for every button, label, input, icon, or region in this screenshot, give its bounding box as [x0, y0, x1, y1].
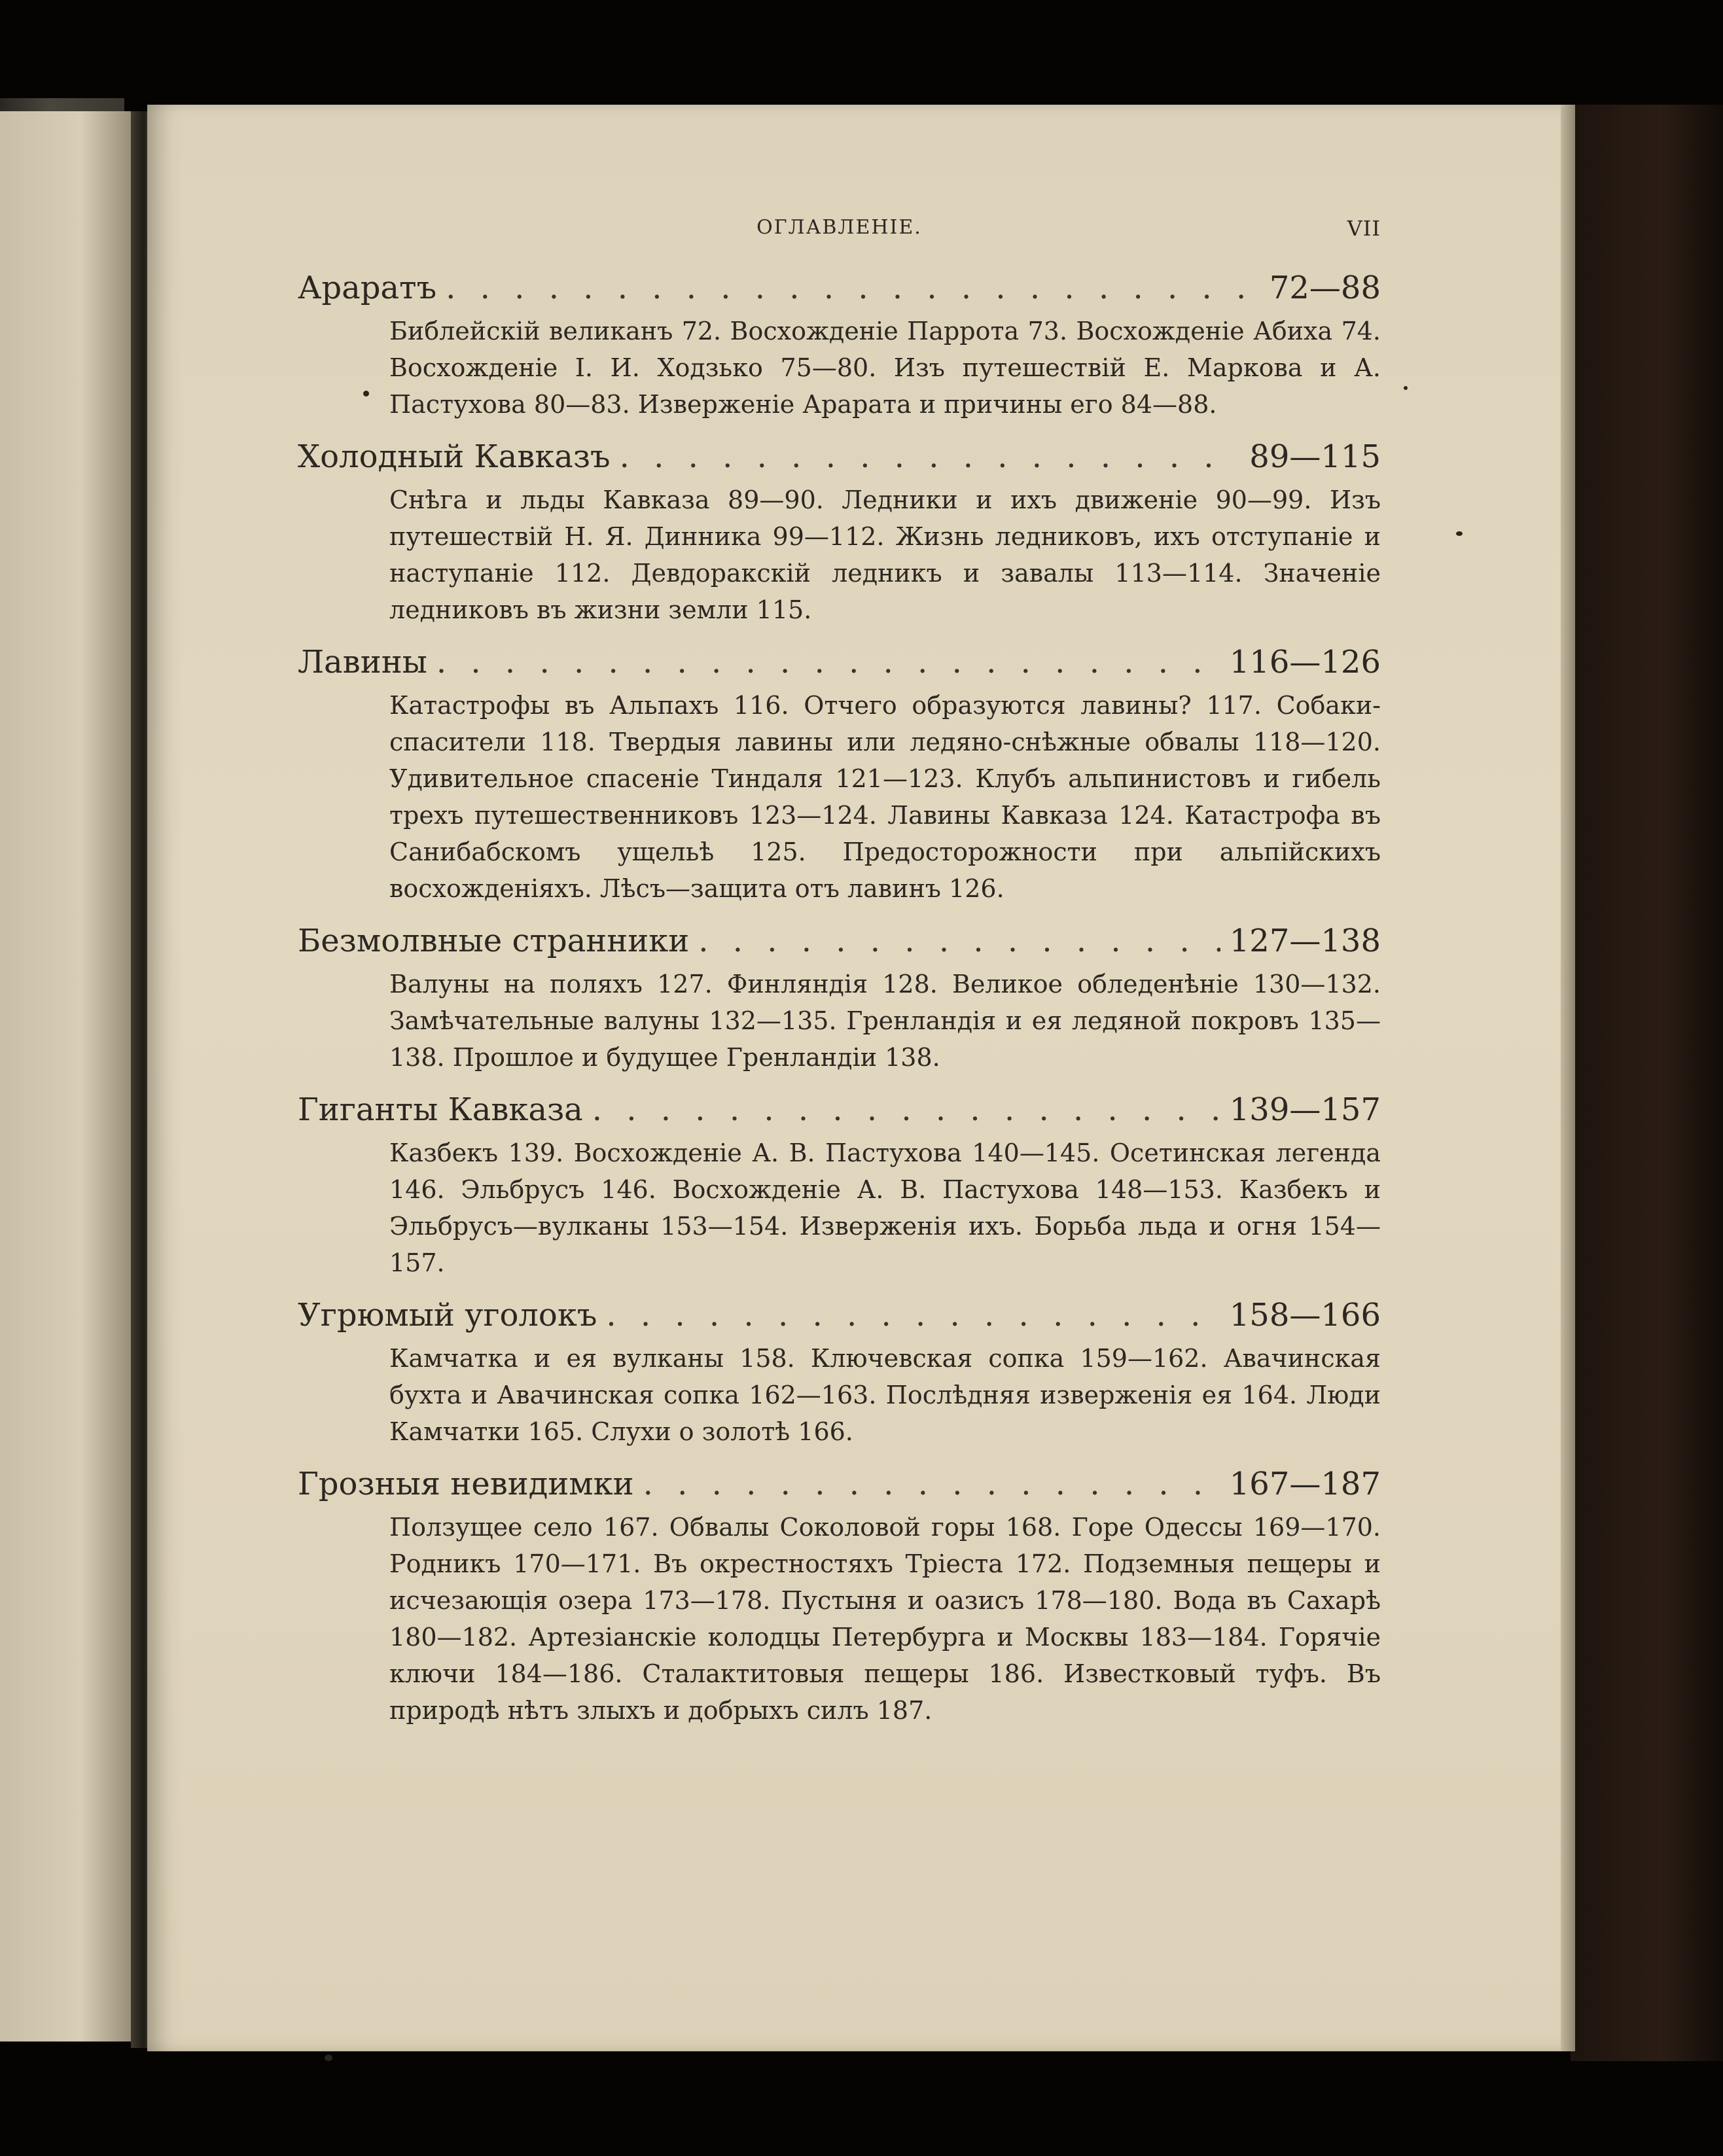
right-cover-edge: [1571, 105, 1723, 2061]
dot-leader: [698, 920, 1220, 962]
toc-entry-heading: [298, 436, 1381, 478]
toc-entry-title: Араратъ: [298, 270, 437, 306]
toc-entry: [298, 641, 1381, 907]
toc-entry-title: Безмолвные странники: [298, 923, 690, 959]
paper-speck: [1404, 386, 1408, 390]
dot-leader: [606, 1294, 1220, 1336]
running-head: [298, 208, 1381, 254]
toc-entry: [298, 1294, 1381, 1450]
toc-entry-description: Библейскій великанъ 72. Восхожденіе Паррота 73. Восхожденіе Абиха 74. Восхожденіе І. И. Ходзько 75—80. Изъ путешествій Е. Маркова и А. Пастухова 80—83. Изверженіе Арарата и причины его 84—88.: [389, 317, 1381, 419]
toc-entry-heading: [298, 1089, 1381, 1131]
toc-entry-pages: 158—166: [1229, 1297, 1381, 1334]
dot-leader: [643, 1463, 1220, 1505]
running-title: ОГЛАВЛЕНІЕ.: [756, 216, 922, 239]
dot-leader: [620, 436, 1241, 478]
dot-leader: [592, 1089, 1220, 1131]
dot-leader: [436, 641, 1220, 683]
toc-entry: [298, 1463, 1381, 1729]
toc-entry-title: Гиганты Кавказа: [298, 1091, 583, 1128]
toc-entry: [298, 1089, 1381, 1281]
left-page: [0, 111, 147, 2041]
paper-speck: [325, 2055, 332, 2061]
toc-entry-description: Валуны на поляхъ 127. Финляндія 128. Великое обледенѣніе 130—132. Замѣчательные валуны 132—135. Гренландія и ея ледяной покровъ 135—138. Прошлое и будущее Гренландіи 138.: [389, 970, 1381, 1072]
toc-entry-title: Лавины: [298, 644, 427, 680]
toc-entry-pages: 139—157: [1229, 1091, 1381, 1128]
paper-speck: [1456, 531, 1463, 536]
toc-entry-heading: [298, 267, 1381, 309]
page-edge: [1561, 105, 1575, 2051]
toc-entry-description: Ползущее село 167. Обвалы Соколовой горы 168. Горе Одессы 169—170. Родникъ 170—171. Въ окрестностяхъ Тріеста 172. Подземныя пещеры и исчезающія озера 173—178. Пустыня и оазисъ 178—180. Вода въ Сахарѣ 180—182. Артезіанскіе колодцы Петербурга и Москвы 183—184. Горячіе ключи 184—186. Сталактитовыя пещеры 186. Известковый туфъ. Въ природѣ нѣтъ злыхъ и добрыхъ силъ 187.: [389, 1513, 1381, 1725]
toc-entry-heading: [298, 920, 1381, 962]
toc-entry-pages: 89—115: [1249, 438, 1381, 475]
toc-entry-description: Камчатка и ея вулканы 158. Ключевская сопка 159—162. Авачинская бухта и Авачинская сопка 162—163. Послѣдняя изверженія ея 164. Люди Камчатки 165. Слухи о золотѣ 166.: [389, 1344, 1381, 1446]
toc-entry-heading: [298, 641, 1381, 683]
toc-entry-title: Холодный Кавказъ: [298, 438, 611, 475]
toc-entry: [298, 267, 1381, 423]
dot-leader: [446, 267, 1260, 309]
toc-entry-description: Казбекъ 139. Восхожденіе А. В. Пастухова 140—145. Осетинская легенда 146. Эльбрусъ 146. Восхожденіе А. В. Пастухова 148—153. Казбекъ и Эльбрусъ—вулканы 153—154. Изверженія ихъ. Борьба льда и огня 154—157.: [389, 1139, 1381, 1277]
toc-entry-heading: [298, 1463, 1381, 1505]
toc-entry: [298, 436, 1381, 628]
toc-entry-title: Угрюмый уголокъ: [298, 1297, 597, 1334]
toc-entry-pages: 116—126: [1229, 644, 1381, 680]
page-number: VII: [1347, 216, 1381, 241]
toc-entry: [298, 920, 1381, 1076]
toc-entry-description: Снѣга и льды Кавказа 89—90. Ледники и ихъ движеніе 90—99. Изъ путешествій Н. Я. Динника 99—112. Жизнь ледниковъ, ихъ отступаніе и наступаніе 112. Девдоракскій ледникъ и завалы 113—114. Значеніе ледниковъ въ жизни земли 115.: [389, 486, 1381, 624]
toc-entry-heading: [298, 1294, 1381, 1336]
toc-entry-pages: 72—88: [1269, 270, 1381, 306]
toc-entry-pages: 167—187: [1229, 1466, 1381, 1502]
toc-entry-description: Катастрофы въ Альпахъ 116. Отчего образуются лавины? 117. Собаки-спасители 118. Твердыя лавины или ледяно-снѣжные обвалы 118—120. Удивительное спасеніе Тиндаля 121—123. Клубъ альпинистовъ и гибель трехъ путешественниковъ 123—124. Лавины Кавказа 124. Катастрофа въ Санибабскомъ ущельѣ 125. Предосторожности при альпійскихъ восхожденіяхъ. Лѣсъ—защита отъ лавинъ 126.: [389, 691, 1381, 903]
table-of-contents: [298, 208, 1381, 1729]
toc-entry-title: Грозныя невидимки: [298, 1466, 634, 1502]
toc-entry-pages: 127—138: [1229, 923, 1381, 959]
